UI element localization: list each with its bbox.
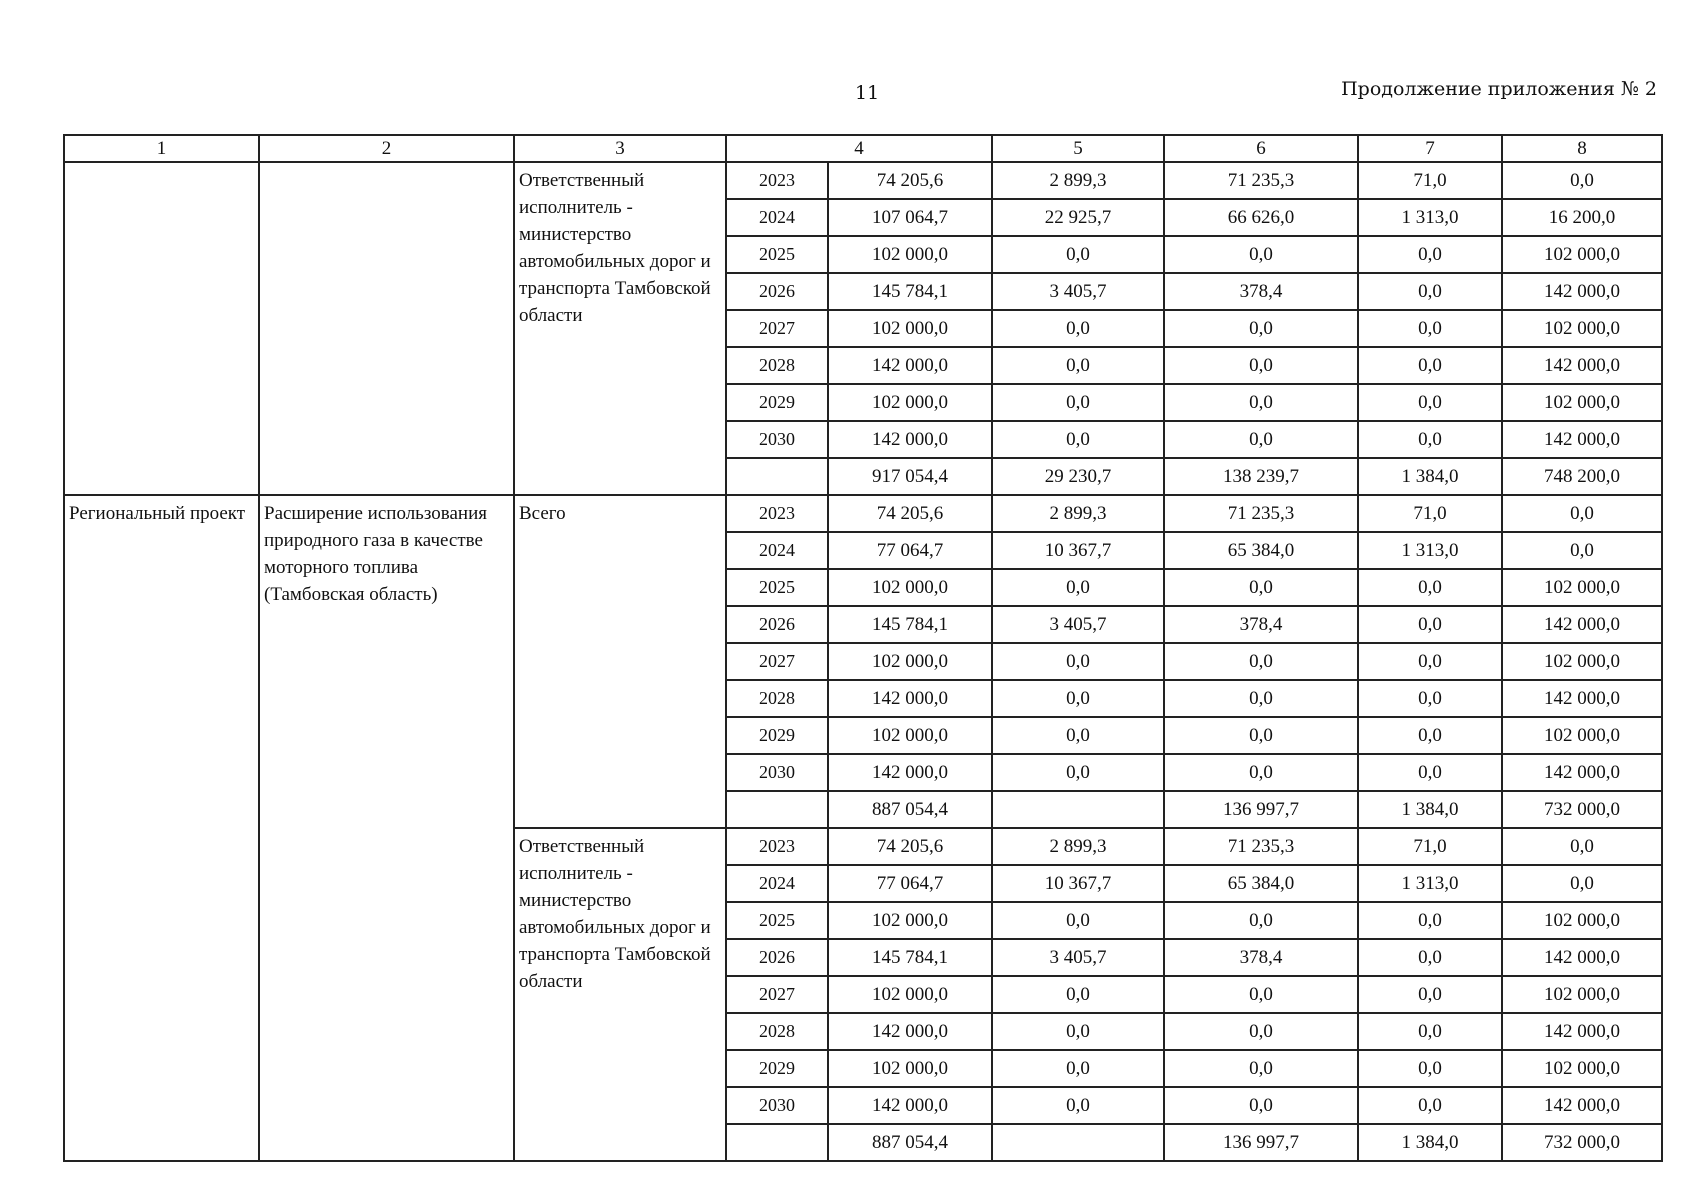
column-6-cell: 0,0 bbox=[1164, 236, 1358, 273]
total-cell: 142 000,0 bbox=[828, 754, 992, 791]
year-cell: 2023 bbox=[726, 162, 828, 199]
year-cell bbox=[726, 1124, 828, 1161]
total-cell: 102 000,0 bbox=[828, 310, 992, 347]
column-5-cell: 0,0 bbox=[992, 1087, 1164, 1124]
project-name-cell bbox=[259, 162, 514, 495]
column-8-cell: 102 000,0 bbox=[1502, 569, 1662, 606]
year-cell: 2024 bbox=[726, 532, 828, 569]
column-6-cell: 378,4 bbox=[1164, 606, 1358, 643]
column-7-cell: 0,0 bbox=[1358, 606, 1502, 643]
column-5-cell: 29 230,7 bbox=[992, 458, 1164, 495]
year-cell bbox=[726, 791, 828, 828]
total-cell: 102 000,0 bbox=[828, 976, 992, 1013]
column-8-cell: 0,0 bbox=[1502, 865, 1662, 902]
project-type-cell bbox=[64, 162, 259, 495]
column-8-cell: 142 000,0 bbox=[1502, 273, 1662, 310]
column-5-cell: 2 899,3 bbox=[992, 828, 1164, 865]
year-cell: 2028 bbox=[726, 1013, 828, 1050]
column-7-cell: 0,0 bbox=[1358, 754, 1502, 791]
total-cell: 102 000,0 bbox=[828, 643, 992, 680]
column-6-cell: 136 997,7 bbox=[1164, 1124, 1358, 1161]
column-5-cell: 2 899,3 bbox=[992, 162, 1164, 199]
year-cell: 2025 bbox=[726, 569, 828, 606]
column-8-cell: 102 000,0 bbox=[1502, 310, 1662, 347]
column-header-5: 5 bbox=[992, 135, 1164, 162]
column-8-cell: 142 000,0 bbox=[1502, 939, 1662, 976]
column-5-cell: 3 405,7 bbox=[992, 939, 1164, 976]
column-8-cell: 732 000,0 bbox=[1502, 791, 1662, 828]
year-cell: 2030 bbox=[726, 1087, 828, 1124]
column-header-2: 2 bbox=[259, 135, 514, 162]
column-8-cell: 102 000,0 bbox=[1502, 643, 1662, 680]
total-cell: 142 000,0 bbox=[828, 421, 992, 458]
year-cell: 2023 bbox=[726, 495, 828, 532]
column-7-cell: 0,0 bbox=[1358, 273, 1502, 310]
column-8-cell: 142 000,0 bbox=[1502, 754, 1662, 791]
year-cell: 2030 bbox=[726, 421, 828, 458]
column-7-cell: 0,0 bbox=[1358, 680, 1502, 717]
year-cell: 2029 bbox=[726, 384, 828, 421]
column-5-cell: 0,0 bbox=[992, 1050, 1164, 1087]
total-cell: 107 064,7 bbox=[828, 199, 992, 236]
year-cell: 2026 bbox=[726, 606, 828, 643]
column-5-cell: 2 899,3 bbox=[992, 495, 1164, 532]
column-5-cell: 0,0 bbox=[992, 421, 1164, 458]
column-6-cell: 136 997,7 bbox=[1164, 791, 1358, 828]
column-6-cell: 138 239,7 bbox=[1164, 458, 1358, 495]
column-8-cell: 748 200,0 bbox=[1502, 458, 1662, 495]
column-5-cell bbox=[992, 791, 1164, 828]
total-cell: 887 054,4 bbox=[828, 791, 992, 828]
year-cell: 2028 bbox=[726, 680, 828, 717]
column-6-cell: 0,0 bbox=[1164, 347, 1358, 384]
year-cell bbox=[726, 458, 828, 495]
column-number-row bbox=[64, 135, 1662, 162]
page-number: 11 bbox=[855, 82, 880, 104]
column-6-cell: 378,4 bbox=[1164, 939, 1358, 976]
column-6-cell: 0,0 bbox=[1164, 643, 1358, 680]
column-6-cell: 0,0 bbox=[1164, 1050, 1358, 1087]
column-7-cell: 0,0 bbox=[1358, 643, 1502, 680]
column-6-cell: 65 384,0 bbox=[1164, 532, 1358, 569]
column-7-cell: 0,0 bbox=[1358, 310, 1502, 347]
table-body bbox=[64, 162, 1662, 1161]
column-6-cell: 0,0 bbox=[1164, 754, 1358, 791]
total-cell: 145 784,1 bbox=[828, 273, 992, 310]
column-6-cell: 0,0 bbox=[1164, 310, 1358, 347]
column-7-cell: 1 384,0 bbox=[1358, 458, 1502, 495]
column-6-cell: 0,0 bbox=[1164, 569, 1358, 606]
column-6-cell: 0,0 bbox=[1164, 976, 1358, 1013]
total-cell: 102 000,0 bbox=[828, 717, 992, 754]
column-7-cell: 1 384,0 bbox=[1358, 791, 1502, 828]
column-7-cell: 0,0 bbox=[1358, 1050, 1502, 1087]
column-header-3: 3 bbox=[514, 135, 726, 162]
column-6-cell: 0,0 bbox=[1164, 717, 1358, 754]
column-header-6: 6 bbox=[1164, 135, 1358, 162]
column-6-cell: 65 384,0 bbox=[1164, 865, 1358, 902]
total-cell: 74 205,6 bbox=[828, 495, 992, 532]
column-7-cell: 0,0 bbox=[1358, 569, 1502, 606]
column-5-cell: 0,0 bbox=[992, 347, 1164, 384]
column-7-cell: 0,0 bbox=[1358, 976, 1502, 1013]
column-5-cell: 0,0 bbox=[992, 680, 1164, 717]
column-8-cell: 102 000,0 bbox=[1502, 1050, 1662, 1087]
column-8-cell: 102 000,0 bbox=[1502, 236, 1662, 273]
column-5-cell: 3 405,7 bbox=[992, 606, 1164, 643]
column-6-cell: 0,0 bbox=[1164, 1013, 1358, 1050]
column-header-7: 7 bbox=[1358, 135, 1502, 162]
column-6-cell: 0,0 bbox=[1164, 384, 1358, 421]
column-8-cell: 142 000,0 bbox=[1502, 1013, 1662, 1050]
column-6-cell: 71 235,3 bbox=[1164, 828, 1358, 865]
year-cell: 2026 bbox=[726, 273, 828, 310]
column-7-cell: 0,0 bbox=[1358, 717, 1502, 754]
column-7-cell: 71,0 bbox=[1358, 162, 1502, 199]
year-cell: 2025 bbox=[726, 236, 828, 273]
column-6-cell: 0,0 bbox=[1164, 680, 1358, 717]
column-5-cell: 0,0 bbox=[992, 754, 1164, 791]
year-cell: 2030 bbox=[726, 754, 828, 791]
project-name-cell: Расширение использования природного газа в качестве моторного топлива (Тамбовская область) bbox=[259, 495, 514, 1161]
column-7-cell: 1 313,0 bbox=[1358, 865, 1502, 902]
column-8-cell: 102 000,0 bbox=[1502, 384, 1662, 421]
column-5-cell: 0,0 bbox=[992, 902, 1164, 939]
year-cell: 2024 bbox=[726, 865, 828, 902]
total-cell: 74 205,6 bbox=[828, 828, 992, 865]
total-cell: 102 000,0 bbox=[828, 1050, 992, 1087]
column-5-cell: 0,0 bbox=[992, 976, 1164, 1013]
total-cell: 142 000,0 bbox=[828, 1013, 992, 1050]
table-header bbox=[64, 135, 1662, 162]
table-row bbox=[64, 162, 1662, 199]
year-cell: 2023 bbox=[726, 828, 828, 865]
total-cell: 102 000,0 bbox=[828, 236, 992, 273]
column-8-cell: 0,0 bbox=[1502, 532, 1662, 569]
column-7-cell: 0,0 bbox=[1358, 384, 1502, 421]
total-cell: 74 205,6 bbox=[828, 162, 992, 199]
total-cell: 77 064,7 bbox=[828, 532, 992, 569]
total-cell: 102 000,0 bbox=[828, 902, 992, 939]
responsible-executor-cell: Ответственный исполнитель - министерство автомобильных дорог и транспорта Тамбовской области bbox=[514, 828, 726, 1161]
column-7-cell: 1 313,0 bbox=[1358, 532, 1502, 569]
total-cell: 142 000,0 bbox=[828, 347, 992, 384]
year-cell: 2026 bbox=[726, 939, 828, 976]
column-7-cell: 0,0 bbox=[1358, 1013, 1502, 1050]
column-8-cell: 142 000,0 bbox=[1502, 606, 1662, 643]
column-6-cell: 71 235,3 bbox=[1164, 162, 1358, 199]
column-5-cell: 0,0 bbox=[992, 384, 1164, 421]
column-8-cell: 142 000,0 bbox=[1502, 1087, 1662, 1124]
table-row bbox=[64, 495, 1662, 532]
column-7-cell: 0,0 bbox=[1358, 1087, 1502, 1124]
column-6-cell: 0,0 bbox=[1164, 421, 1358, 458]
column-8-cell: 16 200,0 bbox=[1502, 199, 1662, 236]
total-cell: 887 054,4 bbox=[828, 1124, 992, 1161]
column-5-cell: 0,0 bbox=[992, 569, 1164, 606]
column-5-cell: 0,0 bbox=[992, 1013, 1164, 1050]
column-5-cell bbox=[992, 1124, 1164, 1161]
column-7-cell: 0,0 bbox=[1358, 902, 1502, 939]
column-8-cell: 142 000,0 bbox=[1502, 421, 1662, 458]
column-5-cell: 3 405,7 bbox=[992, 273, 1164, 310]
column-5-cell: 10 367,7 bbox=[992, 865, 1164, 902]
total-cell: 77 064,7 bbox=[828, 865, 992, 902]
column-7-cell: 0,0 bbox=[1358, 347, 1502, 384]
year-cell: 2027 bbox=[726, 310, 828, 347]
column-7-cell: 0,0 bbox=[1358, 421, 1502, 458]
column-header-8: 8 bbox=[1502, 135, 1662, 162]
column-7-cell: 1 384,0 bbox=[1358, 1124, 1502, 1161]
column-6-cell: 66 626,0 bbox=[1164, 199, 1358, 236]
year-cell: 2025 bbox=[726, 902, 828, 939]
column-7-cell: 71,0 bbox=[1358, 828, 1502, 865]
column-5-cell: 0,0 bbox=[992, 310, 1164, 347]
column-7-cell: 71,0 bbox=[1358, 495, 1502, 532]
column-8-cell: 102 000,0 bbox=[1502, 976, 1662, 1013]
column-8-cell: 0,0 bbox=[1502, 495, 1662, 532]
responsible-executor-cell: Ответственный исполнитель - министерство автомобильных дорог и транспорта Тамбовской области bbox=[514, 162, 726, 495]
column-8-cell: 0,0 bbox=[1502, 828, 1662, 865]
total-cell: 917 054,4 bbox=[828, 458, 992, 495]
total-cell: 142 000,0 bbox=[828, 680, 992, 717]
year-cell: 2027 bbox=[726, 643, 828, 680]
column-7-cell: 0,0 bbox=[1358, 939, 1502, 976]
column-8-cell: 102 000,0 bbox=[1502, 902, 1662, 939]
column-header-1: 1 bbox=[64, 135, 259, 162]
column-6-cell: 378,4 bbox=[1164, 273, 1358, 310]
column-6-cell: 0,0 bbox=[1164, 902, 1358, 939]
total-cell: 145 784,1 bbox=[828, 939, 992, 976]
column-8-cell: 102 000,0 bbox=[1502, 717, 1662, 754]
total-cell: 145 784,1 bbox=[828, 606, 992, 643]
column-5-cell: 0,0 bbox=[992, 717, 1164, 754]
budget-table bbox=[63, 134, 1663, 1162]
column-5-cell: 10 367,7 bbox=[992, 532, 1164, 569]
responsible-executor-cell: Всего bbox=[514, 495, 726, 828]
column-7-cell: 0,0 bbox=[1358, 236, 1502, 273]
year-cell: 2029 bbox=[726, 717, 828, 754]
total-cell: 102 000,0 bbox=[828, 384, 992, 421]
year-cell: 2028 bbox=[726, 347, 828, 384]
total-cell: 142 000,0 bbox=[828, 1087, 992, 1124]
column-8-cell: 142 000,0 bbox=[1502, 347, 1662, 384]
column-header-4: 4 bbox=[726, 135, 992, 162]
column-5-cell: 0,0 bbox=[992, 643, 1164, 680]
column-5-cell: 0,0 bbox=[992, 236, 1164, 273]
column-8-cell: 0,0 bbox=[1502, 162, 1662, 199]
column-8-cell: 142 000,0 bbox=[1502, 680, 1662, 717]
column-7-cell: 1 313,0 bbox=[1358, 199, 1502, 236]
total-cell: 102 000,0 bbox=[828, 569, 992, 606]
appendix-continuation-note: Продолжение приложения № 2 bbox=[1341, 78, 1657, 100]
year-cell: 2024 bbox=[726, 199, 828, 236]
column-8-cell: 732 000,0 bbox=[1502, 1124, 1662, 1161]
column-6-cell: 0,0 bbox=[1164, 1087, 1358, 1124]
year-cell: 2027 bbox=[726, 976, 828, 1013]
project-type-cell: Региональный проект bbox=[64, 495, 259, 1161]
column-6-cell: 71 235,3 bbox=[1164, 495, 1358, 532]
column-5-cell: 22 925,7 bbox=[992, 199, 1164, 236]
year-cell: 2029 bbox=[726, 1050, 828, 1087]
